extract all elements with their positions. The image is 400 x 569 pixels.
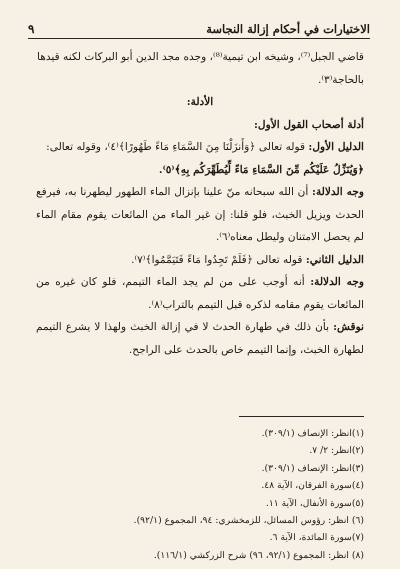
wajh-label: وجه الدلالة: — [310, 276, 364, 288]
section-title: الأدلة: — [186, 96, 214, 108]
evidence-paragraph — [36, 271, 364, 316]
paragraph-line: قاضي الجبل⁽⁷⁾، وشيخه ابن تيمية⁽⁸⁾، وجده مجد الدين أبو البركات لكنه قيدها — [37, 51, 364, 63]
evidence-paragraph — [36, 249, 364, 272]
footnote-item: (٥)سورة الأنفال، الآية ١١. — [265, 497, 364, 509]
wajh-text: أنه أوجب على من لم يجد الماء التيمم، فلو كان غيره من المائعات يقوم مقامه لذكره قبل التيمم بالتراب⁽٨⁾. — [36, 276, 364, 311]
evidence-label: الدليل الثاني: — [305, 253, 364, 266]
footnote-item: (٤)سورة الفرقان، الآية ٤٨. — [261, 480, 364, 492]
footnote-item: (٣)انظر: الإنصاف (٣٠٩/١). — [261, 462, 364, 474]
running-title: الاختيارات في أحكام إزالة النجاسة — [206, 22, 370, 36]
page-header — [28, 18, 370, 39]
wajh-text: أن الله سبحانه منّ علينا بإنزال الماء الطهور ليطهرنا به، فيرفع الحدث ويزيل الخبث، فلو قلنا: إن غير الماء من المائعات يقوم مقام الماء لم يحصل الامتنان وليطل معناه⁽٦⁾. — [36, 186, 364, 243]
page-number: ٩ — [28, 22, 35, 36]
footnote-item: (١)انظر: الإنصاف (٣٠٩/١). — [261, 428, 364, 439]
footnotes — [36, 425, 364, 564]
footnote-item: (٦) انظر: رؤوس المسائل، للزمخشري: ٩٤، المجموع (٩٢/١). — [133, 515, 364, 527]
wajh-label: وجه الدلالة: — [312, 186, 365, 198]
paragraph-line: بالحاجة⁽٣⁾. — [318, 73, 364, 86]
quran-verse: ﴿وَيُنَزِّلُ عَلَيْكُم مِّنَ السَّمَاءِ مَاءً لِّيُطَهِّرَكُم بِهِ﴾⁽٥⁾. — [158, 163, 364, 176]
evidence-paragraph — [36, 136, 364, 159]
objection-label: نوقش: — [333, 321, 364, 333]
objection-paragraph — [36, 316, 364, 361]
main-text — [36, 46, 364, 361]
objection-text: بأن ذلك في طهارة الحدث لا في إزالة الخبث ولهذا لا يشرع التيمم لطهارة الخبث، وإنما التيمم خاص بالحدث على الراجح. — [36, 321, 364, 356]
footnote-item: (٨) انظر: المجموع (٩٢/١، ٩٦) شرح الزركشي (١١٦/١). — [153, 549, 364, 561]
footnote-divider — [239, 416, 364, 417]
evidence-text: قوله تعالى ﴿فَلَمْ تَجِدُوا مَاءً فَتَيَمَّمُوا﴾⁽٧⁾. — [131, 253, 306, 266]
subsection-title: أدلة أصحاب القول الأول: — [253, 118, 364, 131]
evidence-text: قوله تعالى ﴿وَأَنزَلْنَا مِنَ السَّمَاءِ مَاءً طَهُورًا﴾⁽٤⁾، وقوله تعالى: — [46, 141, 309, 153]
evidence-paragraph — [36, 181, 364, 249]
evidence-label: الدليل الأول: — [308, 141, 364, 153]
footnote-item: (٢)انظر: ٢/ ٧. — [309, 445, 364, 457]
footnote-item: (٧)سورة المائدة، الآية ٦. — [269, 532, 364, 544]
